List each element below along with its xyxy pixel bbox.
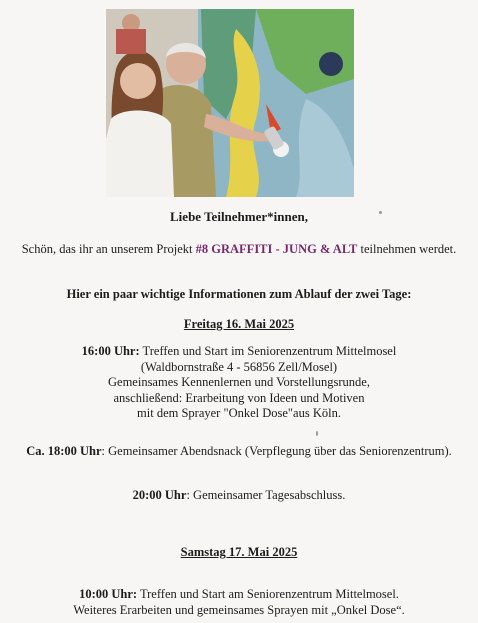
day1-item1-line1 [0, 344, 478, 360]
day1-item2-time: Ca. 18:00 Uhr [26, 444, 102, 458]
day1-item1-text1: Treffen und Start im Seniorenzentrum Mittelmosel [139, 344, 397, 358]
day1-item3-time: 20:00 Uhr [132, 488, 187, 502]
day1-date: Freitag 16. Mai 2025 [183, 317, 295, 331]
graffiti-photo [106, 9, 354, 197]
day2-item1-line1 [0, 587, 478, 603]
day1-item1-line2: (Waldbornstraße 4 - 56856 Zell/Mosel) [140, 359, 338, 374]
greeting: Liebe Teilnehmer*innen, [170, 209, 308, 224]
day1-item1-line5: mit dem Sprayer "Onkel Dose"aus Köln. [137, 406, 341, 420]
day1-item1-line4: anschließend: Erarbeitung von Ideen und Motiven [113, 390, 365, 405]
intro-after: teilnehmen werdet. [357, 242, 457, 256]
day1-item3-text: : Gemeinsamer Tagesabschluss. [186, 488, 346, 502]
day1-item1-time: 16:00 Uhr: [81, 344, 140, 358]
day1-item2-text: : Gemeinsamer Abendsnack (Verpflegung über das Seniorenzentrum). [101, 444, 452, 458]
day1-item1 [0, 344, 478, 422]
intro-text [0, 242, 478, 257]
day2-date: Samstag 17. Mai 2025 [180, 545, 298, 559]
intro-before: Schön, das ihr an unserem Projekt [21, 242, 196, 256]
project-name: #8 GRAFFITI - JUNG & ALT [195, 242, 358, 256]
photo-illustration [106, 9, 354, 197]
day2-item1-time: 10:00 Uhr: [79, 587, 138, 601]
paper-speck [379, 211, 382, 214]
day1-item2 [0, 444, 478, 459]
paper-speck [316, 431, 318, 436]
info-heading: Hier ein paar wichtige Informationen zum Ablauf der zwei Tage: [66, 287, 412, 301]
day1-item1-line3: Gemeinsames Kennenlernen und Vorstellungsrunde, [108, 375, 370, 389]
day1-item3 [0, 488, 478, 503]
day2-item1-text1: Treffen und Start am Seniorenzentrum Mittelmosel. [137, 587, 399, 601]
day2-item1-line2: Weiteres Erarbeiten und gemeinsames Sprayen mit „Onkel Dose“. [73, 602, 405, 617]
day2-item1 [0, 587, 478, 618]
